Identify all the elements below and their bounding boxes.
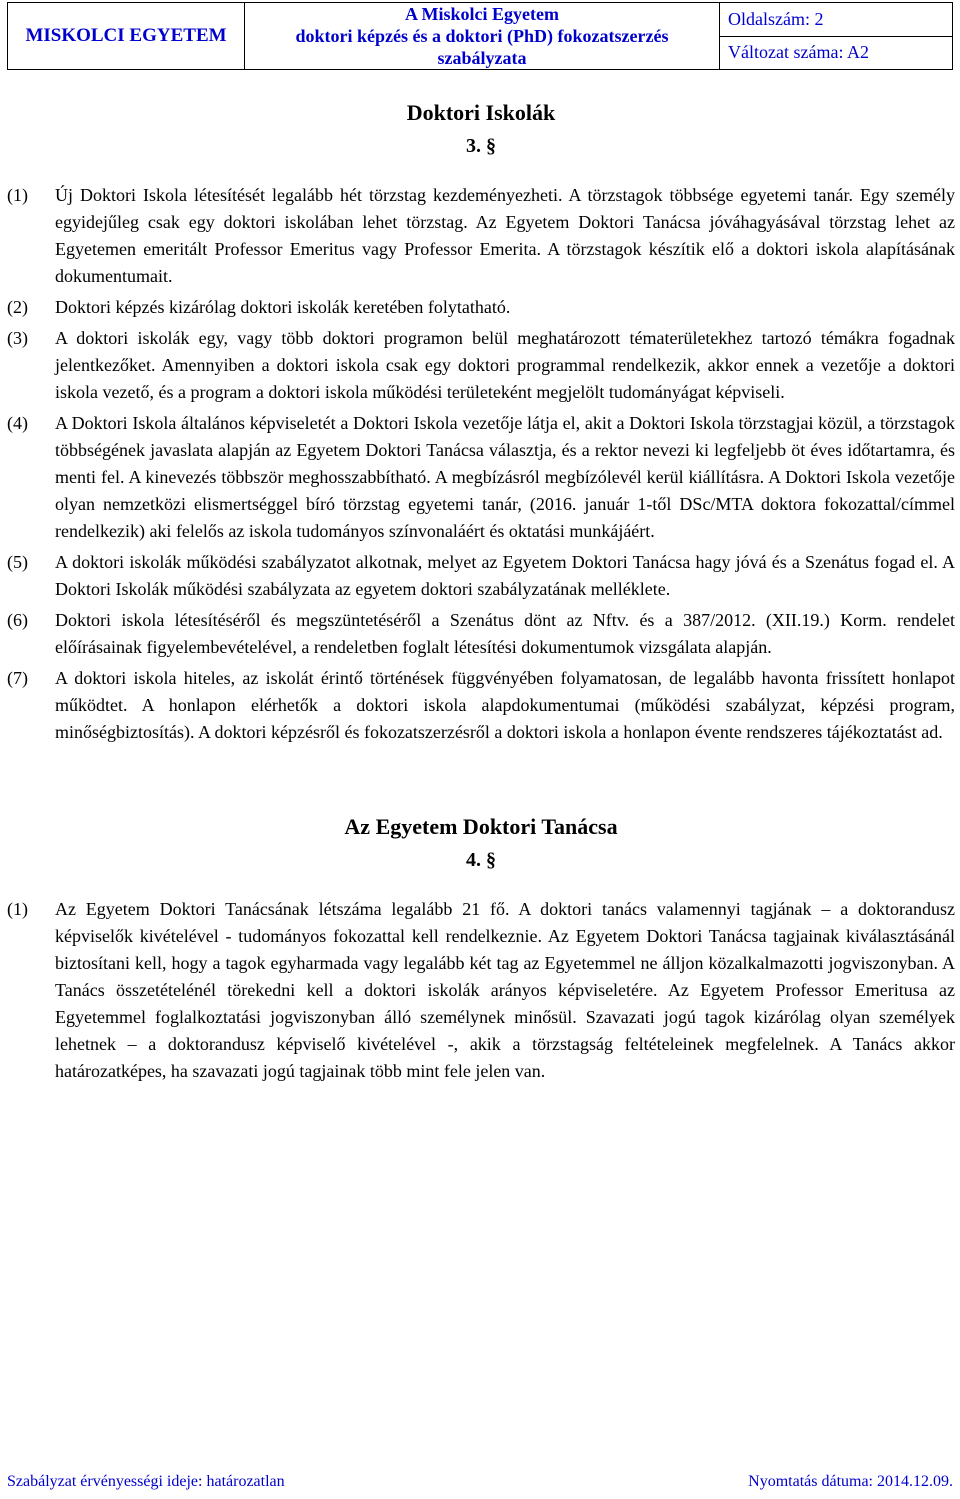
section-spacer — [7, 750, 955, 810]
page-footer — [7, 1473, 953, 1491]
paragraph-number: (2) — [7, 297, 28, 317]
document-title-line3: szabályzata — [437, 48, 527, 68]
section-number: 3. § — [466, 135, 496, 157]
paragraph — [7, 665, 955, 746]
print-date: Nyomtatás dátuma: 2014.12.09. — [748, 1473, 953, 1490]
section-title: Az Egyetem Doktori Tanácsa — [344, 814, 618, 839]
paragraph-text: A doktori iskola hiteles, az iskolát érintő történések függvényében folyamatosan, de legalább havonta frissített honlapot működtet. A honlapon elérhetők a doktori iskola alapdokumentumai (működési szabályzat, képzési program, minőségbiztosítás). A doktori képzésről és fokozatszerzésről a doktori iskola a honlapon évente rendszeres tájékoztatást ad. — [55, 668, 955, 742]
paragraph-number: (1) — [7, 185, 28, 205]
paragraph-number: (1) — [7, 899, 28, 919]
section-number: 4. § — [466, 849, 496, 871]
document-title — [245, 3, 720, 69]
paragraph-number: (5) — [7, 552, 28, 572]
document-title-line1: A Miskolci Egyetem — [405, 4, 559, 24]
header-meta — [720, 3, 952, 69]
paragraph-text: Az Egyetem Doktori Tanácsának létszáma legalább 21 fő. A doktori tanács valamennyi tagjának – a doktorandusz képviselők kivételével - tudományos fokozattal kell rendelkeznie. Az Egyetem Doktori Tanácsa tagjainak kiválasztásánál biztosítani kell, hogy a tagok egyharmada vagy legalább két tag az Egyetemmel ne álljon közalkalmazotti jogviszonyban. A Tanács összetételénél törekedni kell a doktori iskolák arányos képviseletére. Az Egyetem Professor Emeritusa az Egyetemmel foglalkoztatási jogviszonyban álló személynek minősül. Szavazati jogú tagok kizárólag olyan személyek lehetnek – a doktorandusz képviselő kivételével -, akik a törzstagság feltételeinek megfelelnek. A Tanács akkor határozatképes, ha szavazati jogú tagjainak több mint fele jelen van. — [55, 899, 955, 1081]
document-title-line2: doktori képzés és a doktori (PhD) fokozatszerzés — [295, 26, 669, 46]
paragraph-number: (7) — [7, 668, 28, 688]
paragraph — [7, 410, 955, 545]
paragraph-text: A Doktori Iskola általános képviseletét a Doktori Iskola vezetője látja el, akit a Doktori Iskola törzstagjai közül, a törzstagok többségének javaslata alapján az Egyetem Doktori Tanácsa választja, és a rektor nevezi ki legfeljebb öt éves időtartamra, és menti fel. A kinevezés többször meghosszabbítható. A megbízásról megbízólevél kerül kiállításra. A Doktori Iskola vezetője olyan nemzetközi elismertséggel bíró törzstag egyetemi tanár, (2016. január 1-től DSc/MTA doktora fokozattal/címmel rendelkezik) aki felelős az iskola tudományos színvonaláért és oktatási munkájáért. — [55, 413, 955, 541]
paragraph-text: A doktori iskolák működési szabályzatot alkotnak, melyet az Egyetem Doktori Tanácsa hagy jóvá és a Szenátus fogad el. A Doktori Iskolák működési szabályzata az egyetem doktori szabályzatának melléklete. — [55, 552, 955, 599]
org-name: MISKOLCI EGYETEM — [8, 3, 245, 69]
paragraph-number: (6) — [7, 610, 28, 630]
paragraph — [7, 896, 955, 1085]
validity-text: Szabályzat érvényességi ideje: határozatlan — [7, 1473, 285, 1490]
paragraph-text: Új Doktori Iskola létesítését legalább hét törzstag kezdeményezheti. A törzstagok többsége egyetemi tanár. Egy személy egyidejűleg csak egy doktori iskolában lehet törzstag. Az Egyetem Doktori Tanácsa jóváhagyásával törzstag lehet az Egyetemen emeritált Professor Emeritus vagy Professor Emerita. A törzstagok készítik elő a doktori iskola alapításának dokumentumait. — [55, 185, 955, 286]
version-number: Változat száma: A2 — [720, 36, 952, 70]
paragraph — [7, 325, 955, 406]
page-number: Oldalszám: 2 — [728, 8, 824, 29]
page-header — [7, 2, 953, 70]
paragraph-number: (4) — [7, 413, 28, 433]
paragraph-number: (3) — [7, 328, 28, 348]
paragraph — [7, 182, 955, 290]
paragraph — [7, 607, 955, 661]
section-title: Doktori Iskolák — [406, 100, 556, 125]
paragraph-text: Doktori iskola létesítéséről és megszüntetéséről a Szenátus dönt az Nftv. és a 387/2012. (XII.19.) Korm. rendelet előírásainak figyelembevételével, a rendeletben foglalt létesítési dokumentumok vizsgálata alapján. — [55, 610, 955, 657]
paragraph-text: A doktori iskolák egy, vagy több doktori programon belül meghatározott tématerületekhez tartozó témákra fogadnak jelentkezőket. Amennyiben a doktori iskola csak egy doktori programmal rendelkezik, akkor ennek a vezetője a doktori iskola vezető, és a program a doktori iskola működési területeként megjelölt tudományágat képviseli. — [55, 328, 955, 402]
paragraph-text: Doktori képzés kizárólag doktori iskolák keretében folytatható. — [55, 297, 511, 317]
paragraph — [7, 294, 955, 321]
document-body — [7, 96, 955, 1089]
paragraph — [7, 549, 955, 603]
